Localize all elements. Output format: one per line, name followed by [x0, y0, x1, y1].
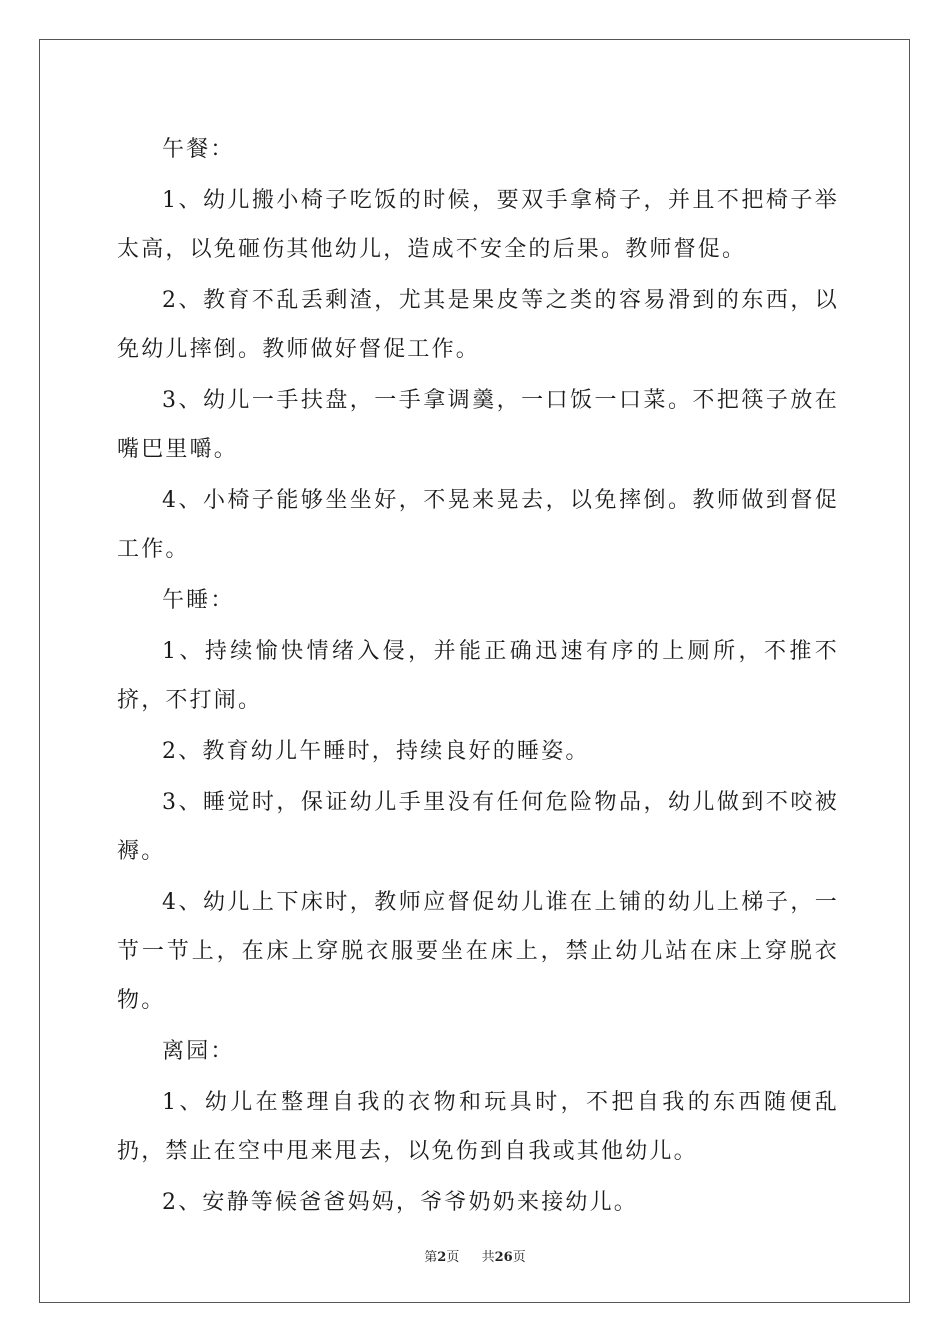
section-heading-departure: 离园：	[162, 1039, 235, 1064]
section-heading-lunch: 午餐：	[162, 137, 235, 162]
paragraph: 2、教育幼儿午睡时，持续良好的睡姿。	[162, 739, 590, 764]
page-footer	[0, 1246, 950, 1265]
total-suffix: 页	[512, 1250, 526, 1265]
document-body	[117, 125, 839, 1229]
paragraph: 1、幼儿在整理自我的衣物和玩具时，不把自我的东西随便乱扔，禁止在空中甩来甩去，以免伤到自我或其他幼儿。	[117, 1090, 839, 1164]
page-prefix: 第	[424, 1250, 438, 1265]
paragraph: 2、安静等候爸爸妈妈，爷爷奶奶来接幼儿。	[162, 1190, 638, 1215]
paragraph: 2、教育不乱丢剩渣，尤其是果皮等之类的容易滑到的东西，以免幼儿摔倒。教师做好督促工作。	[117, 288, 839, 362]
section-heading-nap: 午睡：	[162, 588, 235, 613]
paragraph: 1、持续愉快情绪入侵，并能正确迅速有序的上厕所，不推不挤，不打闹。	[117, 639, 839, 713]
paragraph: 4、小椅子能够坐坐好，不晃来晃去，以免摔倒。教师做到督促工作。	[117, 488, 839, 562]
total-pages: 26	[494, 1250, 513, 1265]
paragraph: 1、幼儿搬小椅子吃饭的时候，要双手拿椅子，并且不把椅子举太高，以免砸伤其他幼儿，造成不安全的后果。教师督促。	[117, 188, 839, 262]
total-prefix: 共	[481, 1250, 495, 1265]
page-number: 2	[437, 1250, 447, 1265]
page-suffix: 页	[446, 1250, 460, 1265]
paragraph: 3、睡觉时，保证幼儿手里没有任何危险物品，幼儿做到不咬被褥。	[117, 790, 839, 864]
paragraph: 3、幼儿一手扶盘，一手拿调羹，一口饭一口菜。不把筷子放在嘴巴里嚼。	[117, 388, 839, 462]
paragraph: 4、幼儿上下床时，教师应督促幼儿谁在上铺的幼儿上梯子，一节一节上，在床上穿脱衣服要坐在床上，禁止幼儿站在床上穿脱衣物。	[117, 890, 839, 1013]
